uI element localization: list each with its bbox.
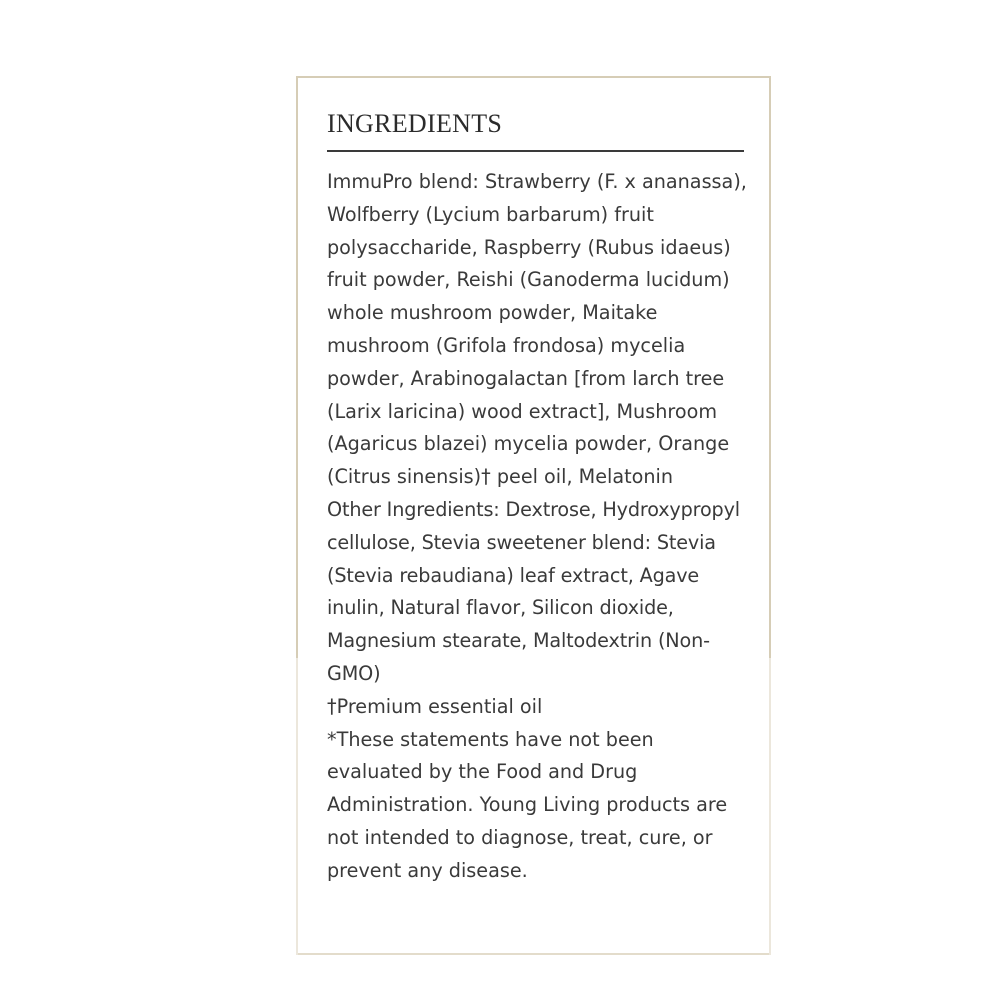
heading-divider bbox=[327, 150, 744, 152]
other-ingredients-paragraph: Other Ingredients: Dextrose, Hydroxypropyl cellulose, Stevia sweetener blend: Stevia (Stevia rebaudiana) leaf extract, Agave inulin, Natural flavor, Silicon dioxide, Magnesium stearate, Maltodextrin (Non-GMO) bbox=[327, 497, 740, 685]
ingredients-body bbox=[327, 166, 749, 888]
active-ingredients-paragraph: ImmuPro blend: Strawberry (F. x ananassa), Wolfberry (Lycium barbarum) fruit polysaccharide, Raspberry (Rubus idaeus) fruit powder, Reishi (Ganoderma lucidum) whole mushroom powder, Maitake mushroom (Grifola frondosa) mycelia powder, Arabinogalactan [from larch tree (Larix laricina) wood extract], Mushroom (Agaricus blazei) mycelia powder, Orange (Citrus sinensis)† peel oil, Melatonin bbox=[327, 170, 747, 489]
ingredients-panel bbox=[296, 76, 771, 955]
ingredients-heading: INGREDIENTS bbox=[327, 109, 503, 138]
essential-oil-footnote: †Premium essential oil bbox=[327, 694, 543, 718]
fda-disclaimer: *These statements have not been evaluated by the Food and Drug Administration. Young Living products are not intended to diagnose, treat, cure, or prevent any disease. bbox=[327, 727, 728, 882]
